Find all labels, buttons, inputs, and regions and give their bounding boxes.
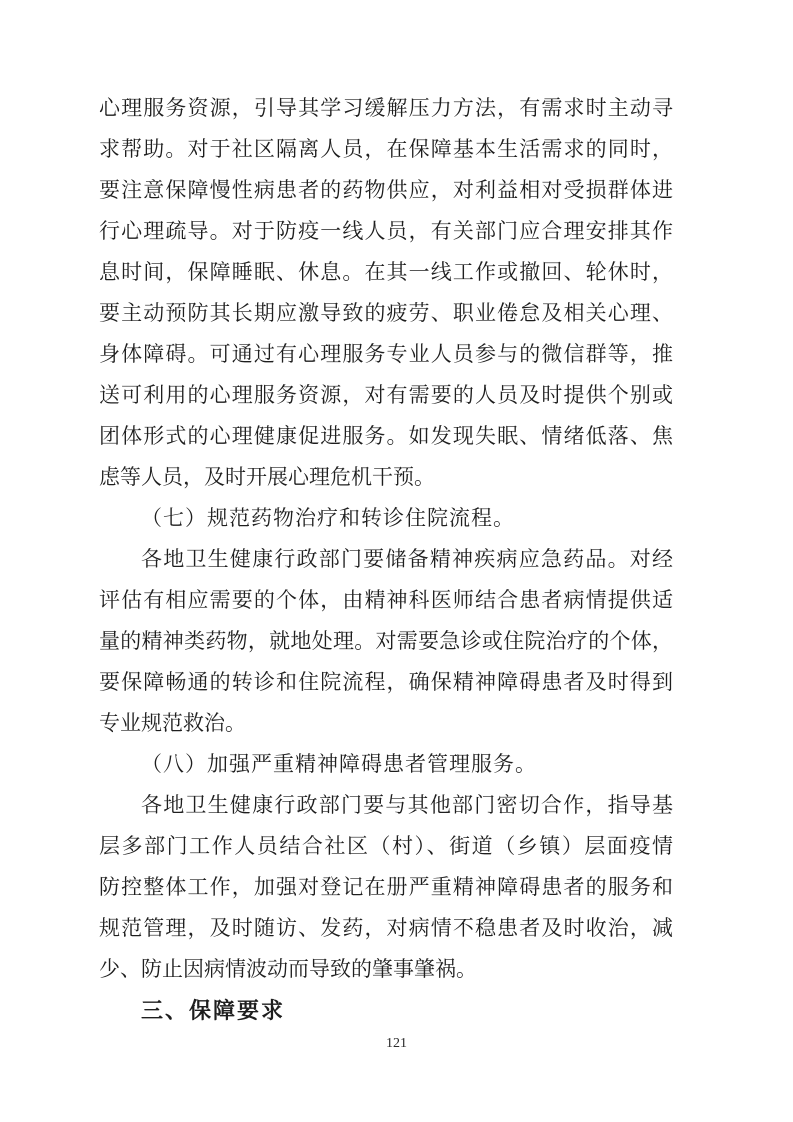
text-line: 各地卫生健康行政部门要与其他部门密切合作，指导基 xyxy=(141,793,673,817)
text-line: （八）加强严重精神障碍患者管理服务。 xyxy=(141,752,537,776)
text-line: 虑等人员，及时开展心理危机干预。 xyxy=(99,465,435,489)
text-line: 行心理疏导。对于防疫一线人员，有关部门应合理安排其作 xyxy=(99,219,673,243)
text-line: 各地卫生健康行政部门要储备精神疾病应急药品。对经 xyxy=(141,547,673,571)
text-block xyxy=(99,88,673,1031)
text-line: 心理服务资源，引导其学习缓解压力方法，有需求时主动寻 xyxy=(99,96,673,120)
text-line: 要保障畅通的转诊和住院流程，确保精神障碍患者及时得到 xyxy=(99,670,673,694)
text-line: （七）规范药物治疗和转诊住院流程。 xyxy=(141,506,515,530)
page-number: 121 xyxy=(386,1036,407,1051)
text-line: 专业规范救治。 xyxy=(99,711,246,735)
text-line: 少、防止因病情波动而导致的肇事肇祸。 xyxy=(99,957,477,981)
text-line: 团体形式的心理健康促进服务。如发现失眠、情绪低落、焦 xyxy=(99,424,673,448)
text-line: 层多部门工作人员结合社区（村）、街道（乡镇）层面疫情 xyxy=(99,834,673,858)
text-line: 防控整体工作，加强对登记在册严重精神障碍患者的服务和 xyxy=(99,875,673,899)
text-line: 送可利用的心理服务资源，对有需要的人员及时提供个别或 xyxy=(99,383,673,407)
text-line: 要主动预防其长期应激导致的疲劳、职业倦怠及相关心理、 xyxy=(99,301,673,325)
text-line: 要注意保障慢性病患者的药物供应，对利益相对受损群体进 xyxy=(99,178,673,202)
text-line: 量的精神类药物，就地处理。对需要急诊或住院治疗的个体， xyxy=(99,629,673,653)
text-line: 三、保障要求 xyxy=(141,998,286,1023)
text-line: 身体障碍。可通过有心理服务专业人员参与的微信群等，推 xyxy=(99,342,673,366)
text-line: 息时间，保障睡眠、休息。在其一线工作或撤回、轮休时， xyxy=(99,260,673,284)
text-line: 规范管理，及时随访、发药，对病情不稳患者及时收治，减 xyxy=(99,916,673,940)
text-line: 评估有相应需要的个体，由精神科医师结合患者病情提供适 xyxy=(99,588,673,612)
text-line: 求帮助。对于社区隔离人员，在保障基本生活需求的同时， xyxy=(99,137,673,161)
